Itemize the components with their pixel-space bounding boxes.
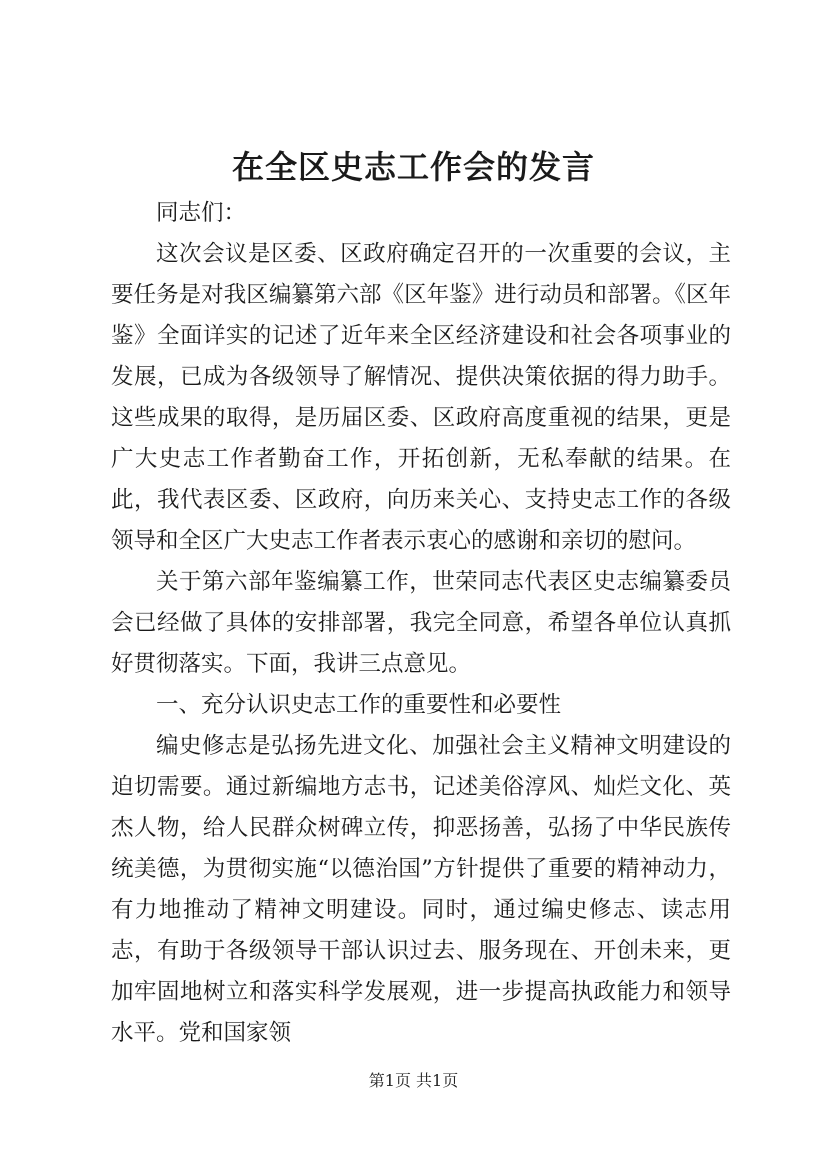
document-title: 在全区史志工作会的发言	[231, 148, 595, 186]
document-body	[111, 193, 731, 1054]
paragraph-intro: 这次会议是区委、区政府确定召开的一次重要的会议，主要任务是对我区编纂第六部《区年鉴》进行动员和部署。《区年鉴》全面详实的记述了近年来全区经济建设和社会各项事业的发展，已成为各级领导了解情况、提供决策依据的得力助手。这些成果的取得，是历届区委、区政府高度重视的结果，更是广大史志工作者勤奋工作，开拓创新，无私奉献的结果。在此，我代表区委、区政府，向历来关心、支持史志工作的各级领导和全区广大史志工作者表示衷心的感谢和亲切的慰问。	[111, 241, 731, 554]
page-footer: 第1页 共1页	[368, 1071, 459, 1090]
paragraph-arrangement: 关于第六部年鉴编纂工作，世荣同志代表区史志编纂委员会已经做了具体的安排部署，我完全同意，希望各单位认真抓好贯彻落实。下面，我讲三点意见。	[111, 569, 731, 677]
greeting: 同志们：	[156, 200, 247, 226]
section-heading-one: 一、充分认识史志工作的重要性和必要性	[156, 692, 562, 718]
paragraph-importance: 编史修志是弘扬先进文化、加强社会主义精神文明建设的迫切需要。通过新编地方志书，记述美俗淳风、灿烂文化、英杰人物，给人民群众树碑立传，抑恶扬善，弘扬了中华民族传统美德，为贯彻实施“以德治国”方针提供了重要的精神动力，有力地推动了精神文明建设。同时，通过编史修志、读志用志，有助于各级领导干部认识过去、服务现在、开创未来，更加牢固地树立和落实科学发展观，进一步提高执政能力和领导水平。党和国家领	[111, 733, 731, 1046]
